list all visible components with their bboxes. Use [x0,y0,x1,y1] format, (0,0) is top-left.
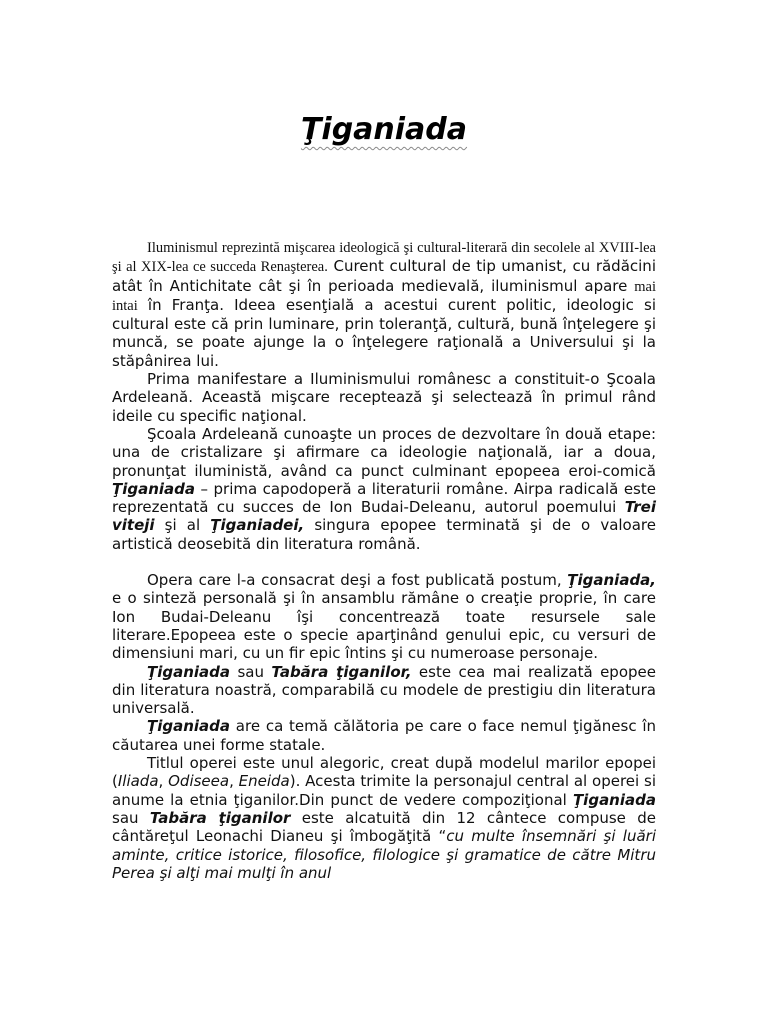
text-run-bi: Tabăra ţiganilor, [271,662,412,681]
text-run-bi: Ţiganiada [147,662,231,681]
text-run: e o sinteză personală şi în ansamblu rămâne o creaţie proprie, în care Ion Budai-Deleanu îşi concentrează toate resursele sale literare.Epopeea este o specie aparţinând genului epic, cu versuri de dimensiuni mari, cu un fir epic întins şi cu numeroase personaje. [112,589,656,663]
text-run-bi: Tabăra ţiganilor [149,808,291,827]
text-run-it: Iliada [117,772,159,791]
text-run: , [229,772,239,791]
document-title-text: Ţiganiada [300,112,468,147]
body-paragraph [112,238,656,370]
text-run: , [158,772,169,791]
text-run-bi: Ţiganiada [112,479,196,498]
text-run: are ca temă călătoria pe care o face nemul ţigănesc în căutarea unei forme statale. [112,717,656,754]
body-paragraph [112,571,656,662]
text-run: Şcoala Ardeleană cunoaşte un proces de dezvoltare în două etape: una de cristalizare şi afirmare ca ideologie naţională, iar a doua, pronunţat iluministă, având ca punct culminant epopeea eroi-comică [112,424,656,480]
text-run: Titlul operei este unul alegoric, creat după modelul marilor epopei ( [112,754,656,791]
document-title [0,112,768,147]
text-run-bi: Ţiganiadei, [210,516,305,535]
text-run-bi: Ţiganiada [572,790,656,809]
text-run: – prima capodoperă a literaturii române. Airpa radicală este reprezentată cu succes de Ion Budai-Deleanu, autorul poemului [112,479,656,517]
text-run-serif: mai intai [112,278,656,314]
text-run: în Franţa. Ideea esenţială a acestui curent politic, ideologic si cultural este că prin luminare, prin toleranţă, cultură, bună înţelegere şi muncă, se poate ajunge la o înţelegere raţională a Universului şi la stăpânirea lui. [112,295,656,370]
body-paragraph [112,754,656,882]
body-paragraph [112,717,656,754]
text-run-serif: Iluminismul reprezintă mişcarea ideologică şi cultural-literară din secolele al XVIII-lea şi al XIX-lea ce succeda Renaşterea. [112,240,656,276]
text-run: Prima manifestare a Iluminismului românesc a constituit-o Şcoala Ardeleană. Această mişcare receptează şi selectează în primul rând ideile cu specific naţional. [112,370,656,425]
text-run: este alcatuită din 12 cântece compuse de cântăreţul Leonachi Dianeu şi îmbogăţită “ [112,808,656,846]
text-run: este cea mai realizată epopee din literatura noastră, comparabilă cu modele de prestigiu din literatura universală. [112,662,656,718]
text-run-it: Odiseea [168,772,230,791]
text-run: sau [112,808,150,827]
text-run: Opera care l-a consacrat deşi a fost publicată postum, [147,571,568,590]
body-paragraph [112,425,656,553]
text-run-it: Eneida [238,772,290,791]
text-run: şi al [154,516,211,535]
text-run-bi: Ţiganiada, [567,571,656,590]
body-paragraph [112,663,656,718]
text-run: ). Acesta trimite la personajul central al operei si anume la etnia ţiganilor.Din punct de vedere compoziţional [112,772,656,809]
text-run: sau [230,662,272,681]
text-run-bi: Trei viteji [112,498,656,535]
text-run-bi: Ţiganiada [147,717,231,736]
body-paragraph [112,370,656,425]
text-run-it: cu multe însemnări şi luări aminte, critice istorice, filosofice, filologice şi gramatice de către Mitru Perea şi alţi mai mulţi în anul [112,827,656,882]
document-body [112,238,656,882]
text-run: Curent cultural de tip umanist, cu rădăcini atât în Antichitate cât şi în perioada medievală, iluminismul apare [112,257,656,295]
text-run: singura epopee terminată şi de o valoare artistică deosebită din literatura română. [112,516,656,553]
